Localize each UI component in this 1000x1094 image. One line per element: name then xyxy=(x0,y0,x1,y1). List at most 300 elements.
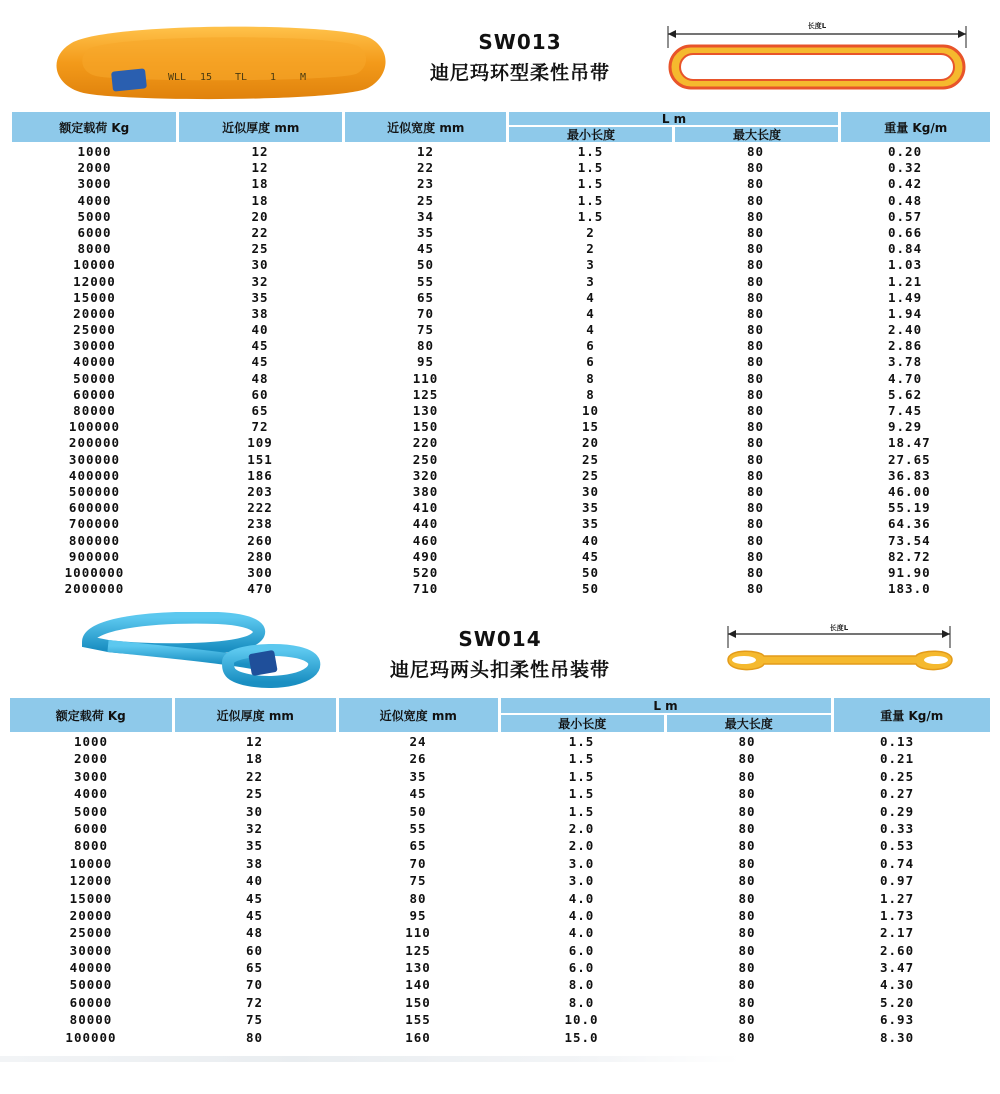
col-width-header: 近似宽度 mm xyxy=(336,698,498,732)
load-cell: 1000000 xyxy=(64,564,125,580)
table-row xyxy=(10,924,990,941)
load-cell: 10000 xyxy=(69,855,113,871)
table-row xyxy=(12,500,990,516)
min-length-cell: 3.0 xyxy=(568,873,595,889)
max-length-cell: 80 xyxy=(738,1029,756,1045)
min-length-cell: 1.5 xyxy=(568,803,595,819)
max-length-cell: 80 xyxy=(738,855,756,871)
weight-cell: 0.29 xyxy=(880,803,915,819)
weight-cell: 2.60 xyxy=(880,942,915,958)
weight-cell: 6.93 xyxy=(880,1012,915,1028)
thickness-cell: 38 xyxy=(245,855,264,871)
width-cell: 380 xyxy=(412,483,439,499)
col-min-length-header: 最小长度 xyxy=(501,715,665,732)
width-cell: 95 xyxy=(409,907,427,923)
load-cell: 600000 xyxy=(68,500,121,516)
width-cell: 150 xyxy=(412,419,439,435)
weight-cell: 5.20 xyxy=(880,994,915,1010)
max-length-cell: 80 xyxy=(746,419,765,435)
width-cell: 70 xyxy=(409,855,427,871)
thickness-cell: 45 xyxy=(245,890,264,906)
table-row xyxy=(10,942,990,959)
weight-cell: 0.21 xyxy=(880,751,915,767)
thickness-cell: 75 xyxy=(245,1012,264,1028)
min-length-cell: 6 xyxy=(586,354,595,370)
width-cell: 80 xyxy=(409,890,427,906)
load-cell: 12000 xyxy=(69,873,113,889)
max-length-cell: 80 xyxy=(738,734,756,749)
weight-cell: 1.73 xyxy=(880,907,915,923)
table-row xyxy=(12,371,990,387)
table-row xyxy=(12,144,990,160)
thickness-cell: 38 xyxy=(251,305,269,321)
width-cell: 23 xyxy=(416,176,435,192)
weight-cell: 64.36 xyxy=(888,516,931,532)
min-length-cell: 3 xyxy=(586,257,595,273)
max-length-cell: 80 xyxy=(738,977,756,993)
table-row xyxy=(12,403,990,419)
thickness-cell: 48 xyxy=(251,370,269,386)
min-length-cell: 4 xyxy=(586,289,595,305)
load-cell: 50000 xyxy=(69,977,113,993)
max-length-cell: 80 xyxy=(738,803,756,819)
max-length-cell: 80 xyxy=(746,564,765,580)
thickness-cell: 80 xyxy=(245,1029,264,1045)
load-cell: 200000 xyxy=(68,435,121,451)
load-cell: 8000 xyxy=(73,838,109,854)
min-length-cell: 15.0 xyxy=(564,1029,599,1045)
table-row xyxy=(10,785,990,802)
load-cell: 2000 xyxy=(77,160,112,176)
max-length-cell: 80 xyxy=(738,786,756,802)
min-length-cell: 20 xyxy=(581,435,600,451)
max-length-cell: 80 xyxy=(738,994,756,1010)
table-header-sw013 xyxy=(12,112,990,142)
max-length-cell: 80 xyxy=(746,305,765,321)
max-length-cell: 80 xyxy=(738,838,756,854)
product-title-sw013 xyxy=(410,30,630,85)
thickness-cell: 70 xyxy=(245,977,264,993)
weight-cell: 1.21 xyxy=(888,273,923,289)
max-length-cell: 80 xyxy=(746,289,765,305)
width-cell: 75 xyxy=(416,322,435,338)
col-load-header: 额定载荷 Kg xyxy=(12,112,176,142)
max-length-cell: 80 xyxy=(746,322,765,338)
max-length-cell: 80 xyxy=(746,273,765,289)
width-cell: 26 xyxy=(409,751,427,767)
thickness-cell: 65 xyxy=(245,960,264,976)
weight-cell: 73.54 xyxy=(888,532,931,548)
length-label: 长度L xyxy=(807,22,827,30)
weight-cell: 7.45 xyxy=(888,403,923,418)
max-length-cell: 80 xyxy=(746,467,765,483)
loop-length-diagram xyxy=(660,16,974,96)
weight-cell: 183.0 xyxy=(888,581,931,597)
min-length-cell: 1.5 xyxy=(577,144,604,159)
table-row xyxy=(12,354,990,370)
table-row xyxy=(10,837,990,854)
thickness-cell: 45 xyxy=(251,338,269,354)
width-cell: 35 xyxy=(416,224,435,240)
load-cell: 60000 xyxy=(73,386,116,402)
col-thickness-header: 近似厚度 mm xyxy=(176,112,342,142)
table-row xyxy=(12,468,990,484)
product-code: SW013 xyxy=(478,30,562,54)
thickness-cell: 72 xyxy=(251,419,269,435)
width-cell: 320 xyxy=(412,467,439,483)
table-row xyxy=(10,976,990,993)
load-cell: 100000 xyxy=(65,1029,117,1045)
weight-cell: 55.19 xyxy=(888,500,931,516)
thickness-cell: 65 xyxy=(251,403,269,418)
min-length-cell: 2.0 xyxy=(568,820,595,836)
width-cell: 410 xyxy=(412,500,439,516)
width-cell: 35 xyxy=(409,768,427,784)
weight-cell: 2.86 xyxy=(888,338,923,354)
sling-tag-text-0: WLL xyxy=(168,72,187,83)
weight-cell: 0.84 xyxy=(888,241,923,257)
thickness-cell: 22 xyxy=(245,768,264,784)
width-cell: 65 xyxy=(416,289,435,305)
table-row xyxy=(10,872,990,889)
thickness-cell: 45 xyxy=(251,354,269,370)
load-cell: 20000 xyxy=(73,305,116,321)
width-cell: 160 xyxy=(405,1029,431,1045)
width-cell: 110 xyxy=(412,370,439,386)
weight-cell: 0.57 xyxy=(888,208,923,224)
weight-cell: 4.70 xyxy=(888,370,923,386)
width-cell: 155 xyxy=(405,1012,431,1028)
weight-cell: 1.94 xyxy=(888,305,923,321)
weight-cell: 2.40 xyxy=(888,322,923,338)
thickness-cell: 60 xyxy=(245,942,264,958)
width-cell: 250 xyxy=(412,451,439,467)
weight-cell: 0.66 xyxy=(888,224,923,240)
max-length-cell: 80 xyxy=(738,1012,756,1028)
min-length-cell: 8 xyxy=(586,370,595,386)
load-cell: 4000 xyxy=(73,786,109,802)
load-cell: 800000 xyxy=(68,532,121,548)
table-row xyxy=(12,322,990,338)
width-cell: 80 xyxy=(416,338,435,354)
max-length-cell: 80 xyxy=(746,224,765,240)
max-length-cell: 80 xyxy=(738,768,756,784)
width-cell: 150 xyxy=(405,994,431,1010)
max-length-cell: 80 xyxy=(746,451,765,467)
load-cell: 1000 xyxy=(73,734,109,749)
load-cell: 30000 xyxy=(73,338,116,354)
weight-cell: 2.17 xyxy=(880,925,915,941)
table-row xyxy=(12,193,990,209)
thickness-cell: 300 xyxy=(247,564,273,580)
weight-cell: 18.47 xyxy=(888,435,931,451)
min-length-cell: 1.5 xyxy=(568,751,595,767)
product-name: 迪尼玛环型柔性吊带 xyxy=(429,62,610,84)
col-length-group-header xyxy=(498,698,831,732)
weight-cell: 0.33 xyxy=(880,820,915,836)
load-cell: 2000 xyxy=(73,751,109,767)
thickness-cell: 22 xyxy=(251,224,269,240)
thickness-cell: 72 xyxy=(245,994,264,1010)
table-row xyxy=(12,176,990,192)
width-cell: 12 xyxy=(416,144,435,159)
thickness-cell: 280 xyxy=(247,548,273,564)
table-row xyxy=(12,241,990,257)
col-thickness-header: 近似厚度 mm xyxy=(172,698,337,732)
weight-cell: 46.00 xyxy=(888,483,931,499)
sling-tag-text-2: TL xyxy=(235,72,248,83)
min-length-cell: 35 xyxy=(581,500,600,516)
table-row xyxy=(12,581,990,597)
col-length-group-header xyxy=(506,112,838,142)
table-row xyxy=(12,484,990,500)
load-cell: 10000 xyxy=(73,257,116,273)
table-row xyxy=(12,419,990,435)
load-cell: 5000 xyxy=(77,208,112,224)
load-cell: 700000 xyxy=(68,516,121,532)
max-length-cell: 80 xyxy=(746,403,765,418)
table-row xyxy=(12,387,990,403)
load-cell: 80000 xyxy=(73,403,116,418)
product-title-sw014 xyxy=(370,627,630,682)
weight-cell: 27.65 xyxy=(888,451,931,467)
max-length-cell: 80 xyxy=(738,890,756,906)
thickness-cell: 35 xyxy=(251,289,269,305)
max-length-cell: 80 xyxy=(746,354,765,370)
weight-cell: 0.42 xyxy=(888,176,923,192)
max-length-cell: 80 xyxy=(746,532,765,548)
min-length-cell: 2 xyxy=(586,224,595,240)
width-cell: 25 xyxy=(416,192,435,208)
width-cell: 130 xyxy=(412,403,439,418)
table-row xyxy=(12,565,990,581)
sling-tag-text-1: 15 xyxy=(200,72,213,83)
load-cell: 80000 xyxy=(69,1012,113,1028)
min-length-cell: 2 xyxy=(586,241,595,257)
thickness-cell: 18 xyxy=(251,192,269,208)
col-max-length-header: 最大长度 xyxy=(672,127,838,142)
min-length-cell: 35 xyxy=(581,516,600,532)
min-length-cell: 4.0 xyxy=(568,925,595,941)
load-cell: 15000 xyxy=(73,289,116,305)
load-cell: 25000 xyxy=(69,925,113,941)
weight-cell: 0.53 xyxy=(880,838,915,854)
load-cell: 300000 xyxy=(68,451,121,467)
col-max-length-header: 最大长度 xyxy=(664,715,831,732)
weight-cell: 3.47 xyxy=(880,960,915,976)
min-length-cell: 4 xyxy=(586,322,595,338)
load-cell: 20000 xyxy=(69,907,113,923)
width-cell: 50 xyxy=(409,803,427,819)
max-length-cell: 80 xyxy=(746,208,765,224)
width-cell: 22 xyxy=(416,160,435,176)
width-cell: 45 xyxy=(409,786,427,802)
load-cell: 12000 xyxy=(73,273,116,289)
thickness-cell: 30 xyxy=(251,257,269,273)
load-cell: 30000 xyxy=(69,942,113,958)
thickness-cell: 32 xyxy=(251,273,269,289)
min-length-cell: 1.5 xyxy=(577,208,604,224)
thickness-cell: 109 xyxy=(247,435,273,451)
weight-cell: 8.30 xyxy=(880,1029,915,1045)
table-row xyxy=(10,907,990,924)
col-weight-header: 重量 Kg/m xyxy=(838,112,990,142)
weight-cell: 0.20 xyxy=(888,144,923,159)
thickness-cell: 186 xyxy=(247,467,273,483)
load-cell: 5000 xyxy=(73,803,109,819)
max-length-cell: 80 xyxy=(738,820,756,836)
load-cell: 50000 xyxy=(73,370,116,386)
width-cell: 50 xyxy=(416,257,435,273)
table-row xyxy=(12,257,990,273)
load-cell: 3000 xyxy=(77,176,112,192)
load-cell: 40000 xyxy=(69,960,113,976)
min-length-cell: 4.0 xyxy=(568,890,595,906)
orange-round-sling-photo xyxy=(40,18,400,102)
weight-cell: 0.48 xyxy=(888,192,923,208)
max-length-cell: 80 xyxy=(746,144,765,159)
max-length-cell: 80 xyxy=(746,176,765,192)
table-row xyxy=(12,306,990,322)
eye-length-diagram xyxy=(720,622,960,678)
width-cell: 45 xyxy=(416,241,435,257)
load-cell: 3000 xyxy=(73,768,109,784)
min-length-cell: 2.0 xyxy=(568,838,595,854)
table-row xyxy=(10,994,990,1011)
min-length-cell: 10 xyxy=(581,403,600,418)
table-row xyxy=(10,820,990,837)
weight-cell: 0.13 xyxy=(880,734,915,749)
width-cell: 125 xyxy=(405,942,431,958)
width-cell: 65 xyxy=(409,838,427,854)
table-row xyxy=(10,855,990,872)
min-length-cell: 1.5 xyxy=(568,768,595,784)
max-length-cell: 80 xyxy=(746,338,765,354)
table-header-sw014 xyxy=(10,698,990,732)
thickness-cell: 40 xyxy=(251,322,269,338)
weight-cell: 9.29 xyxy=(888,419,923,435)
table-row xyxy=(10,890,990,907)
min-length-cell: 45 xyxy=(581,548,600,564)
thickness-cell: 20 xyxy=(251,208,269,224)
load-cell: 400000 xyxy=(68,467,121,483)
max-length-cell: 80 xyxy=(738,942,756,958)
product-code: SW014 xyxy=(458,627,542,651)
thickness-cell: 30 xyxy=(245,803,264,819)
max-length-cell: 80 xyxy=(738,925,756,941)
weight-cell: 3.78 xyxy=(888,354,923,370)
min-length-cell: 25 xyxy=(581,467,600,483)
load-cell: 40000 xyxy=(73,354,116,370)
width-cell: 125 xyxy=(412,386,439,402)
min-length-cell: 1.5 xyxy=(568,786,595,802)
max-length-cell: 80 xyxy=(746,257,765,273)
min-length-cell: 4 xyxy=(586,305,595,321)
width-cell: 95 xyxy=(416,354,435,370)
load-cell: 900000 xyxy=(68,548,121,564)
weight-cell: 0.27 xyxy=(880,786,915,802)
weight-cell: 0.97 xyxy=(880,873,915,889)
weight-cell: 4.30 xyxy=(880,977,915,993)
product-name: 迪尼玛两头扣柔性吊装带 xyxy=(389,659,610,681)
width-cell: 140 xyxy=(405,977,431,993)
thickness-cell: 470 xyxy=(247,581,273,597)
min-length-cell: 3.0 xyxy=(568,855,595,871)
width-cell: 440 xyxy=(412,516,439,532)
weight-cell: 91.90 xyxy=(888,564,931,580)
thickness-cell: 12 xyxy=(251,144,269,159)
table-row xyxy=(12,549,990,565)
length-group-label: L m xyxy=(509,112,838,127)
table-row xyxy=(12,533,990,549)
thickness-cell: 18 xyxy=(251,176,269,192)
width-cell: 55 xyxy=(416,273,435,289)
min-length-cell: 50 xyxy=(581,564,600,580)
table-row xyxy=(10,768,990,785)
load-cell: 100000 xyxy=(68,419,121,435)
thickness-cell: 222 xyxy=(247,500,273,516)
thickness-cell: 18 xyxy=(245,751,264,767)
max-length-cell: 80 xyxy=(746,516,765,532)
max-length-cell: 80 xyxy=(746,160,765,176)
thickness-cell: 60 xyxy=(251,386,269,402)
load-cell: 25000 xyxy=(73,322,116,338)
width-cell: 34 xyxy=(416,208,435,224)
weight-cell: 1.27 xyxy=(880,890,915,906)
table-row xyxy=(12,516,990,532)
table-row xyxy=(10,750,990,767)
width-cell: 24 xyxy=(409,734,427,749)
width-cell: 520 xyxy=(412,564,439,580)
table-row xyxy=(12,435,990,451)
width-cell: 490 xyxy=(412,548,439,564)
length-group-label: L m xyxy=(501,698,831,715)
thickness-cell: 25 xyxy=(245,786,264,802)
load-cell: 1000 xyxy=(77,144,112,159)
min-length-cell: 6.0 xyxy=(568,942,595,958)
thickness-cell: 40 xyxy=(245,873,264,889)
table-body-sw013 xyxy=(12,144,990,597)
table-row xyxy=(12,338,990,354)
min-length-cell: 1.5 xyxy=(577,160,604,176)
length-label: 长度L xyxy=(829,624,849,632)
min-length-cell: 6.0 xyxy=(568,960,595,976)
max-length-cell: 80 xyxy=(746,192,765,208)
width-cell: 75 xyxy=(409,873,427,889)
max-length-cell: 80 xyxy=(746,435,765,451)
max-length-cell: 80 xyxy=(746,386,765,402)
width-cell: 460 xyxy=(412,532,439,548)
weight-cell: 0.32 xyxy=(888,160,923,176)
thickness-cell: 35 xyxy=(245,838,264,854)
width-cell: 130 xyxy=(405,960,431,976)
thickness-cell: 12 xyxy=(245,734,264,749)
min-length-cell: 8.0 xyxy=(568,977,595,993)
weight-cell: 1.03 xyxy=(888,257,923,273)
min-length-cell: 8.0 xyxy=(568,994,595,1010)
max-length-cell: 80 xyxy=(746,483,765,499)
load-cell: 2000000 xyxy=(64,581,125,597)
min-length-cell: 50 xyxy=(581,581,600,597)
min-length-cell: 6 xyxy=(586,338,595,354)
table-row xyxy=(10,733,990,750)
sling-tag-text-4: M xyxy=(300,72,307,83)
min-length-cell: 40 xyxy=(581,532,600,548)
col-width-header: 近似宽度 mm xyxy=(342,112,507,142)
table-row xyxy=(10,1011,990,1028)
min-length-cell: 10.0 xyxy=(564,1012,599,1028)
col-weight-header: 重量 Kg/m xyxy=(831,698,991,732)
